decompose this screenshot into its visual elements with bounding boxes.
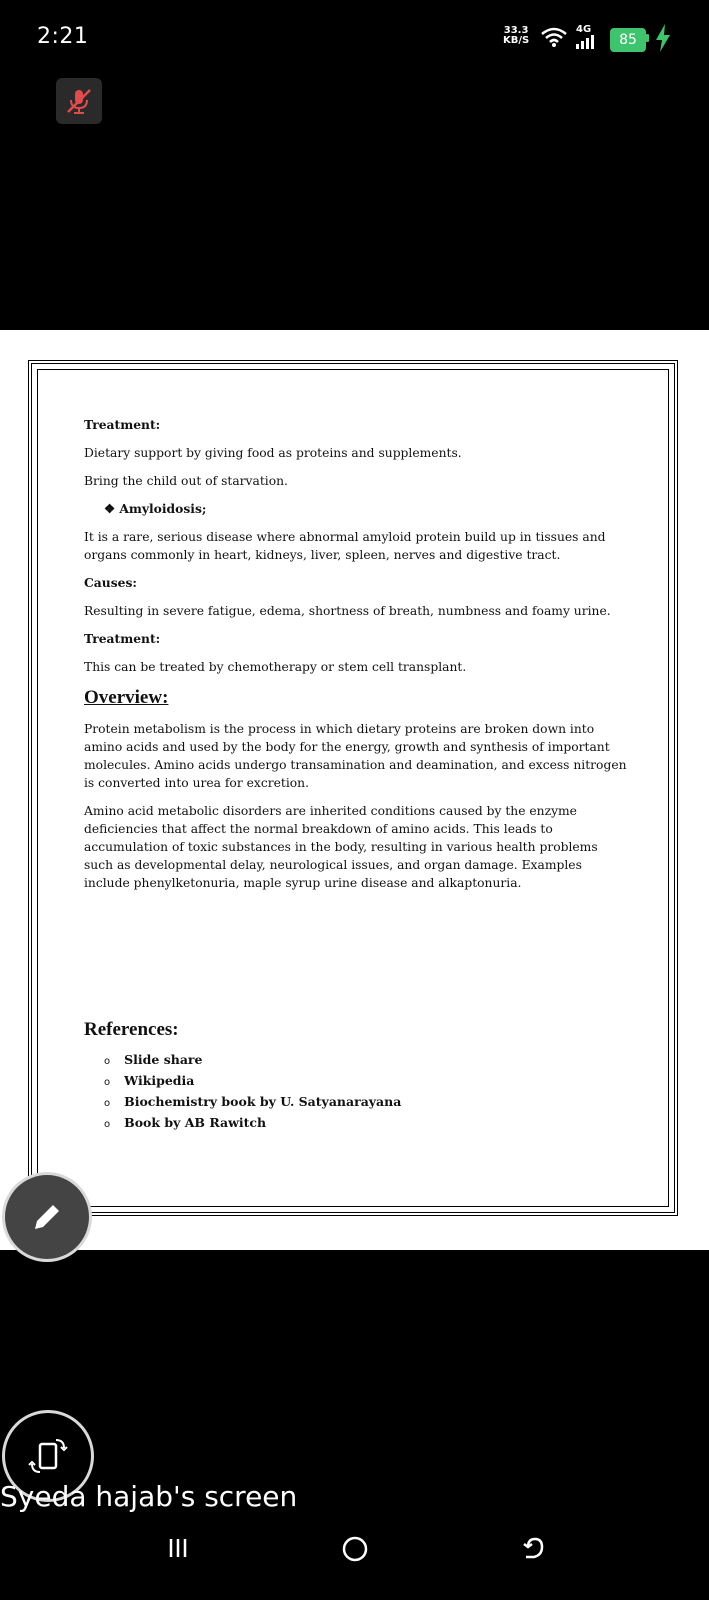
annotate-button[interactable] [2, 1172, 92, 1262]
rotate-icon [26, 1434, 70, 1478]
speed-value: 33.3 [503, 25, 529, 36]
mute-mic-button[interactable] [56, 78, 102, 124]
home-icon[interactable] [341, 1535, 369, 1563]
network-type: 4G [576, 24, 592, 35]
diamond-bullet-icon: ❖ [104, 501, 120, 516]
wifi-icon [540, 26, 568, 48]
reference-item: o Wikipedia [104, 1071, 629, 1092]
overview-heading: Overview: [84, 687, 169, 708]
overview-paragraph: Amino acid metabolic disorders are inherited conditions caused by the enzyme deficiencies that affect the normal breakdown of amino acids. This leads to accumulation of toxic substances in the body, resulting in various health problems such as developmental delay, neurological issues, and organ damage. Examples include phenylketonuria, maple syrup urine disease and alkaptonuria. [84, 804, 598, 890]
back-icon[interactable] [520, 1535, 548, 1563]
recent-apps-icon[interactable] [165, 1535, 191, 1561]
battery-tip [646, 34, 649, 42]
document-content [84, 416, 629, 1134]
reference-item: o Slide share [104, 1050, 629, 1071]
reference-item: o Biochemistry book by U. Satyanarayana [104, 1092, 629, 1113]
mic-off-icon [64, 86, 94, 116]
causes-heading: Causes: [84, 575, 137, 590]
shared-document [0, 330, 709, 1250]
network-speed [503, 26, 529, 46]
signal-icon [576, 35, 598, 49]
amyloidosis-heading [104, 500, 629, 518]
treatment-text: This can be treated by chemotherapy or stem cell transplant. [84, 660, 467, 674]
reference-item: o Book by AB Rawitch [104, 1113, 629, 1134]
treatment-heading: Treatment: [84, 631, 161, 646]
status-time: 2:21 [37, 24, 89, 49]
treatment-heading: Treatment: [84, 417, 161, 432]
amyloidosis-text: It is a rare, serious disease where abnormal amyloid protein build up in tissues and organs commonly in heart, kidneys, liver, spleen, nerves and digestive tract. [84, 530, 606, 562]
battery-indicator: 85 [610, 28, 646, 52]
charging-icon [654, 24, 672, 52]
overview-paragraph: Protein metabolism is the process in which dietary proteins are broken down into amino acids and used by the body for the energy, growth and synthesis of important molecules. Amino acids undergo transamination and deamination, and excess nitrogen is converted into urea for excretion. [84, 722, 627, 790]
references-heading: References: [84, 1019, 179, 1040]
screen-owner-label: Syeda hajab's screen [0, 1480, 298, 1513]
amyloidosis-label: Amyloidosis; [119, 501, 207, 516]
pencil-icon [27, 1197, 67, 1237]
speed-unit: KB/S [503, 35, 530, 46]
treatment-line: Dietary support by giving food as proteins and supplements. [84, 446, 462, 460]
treatment-line: Bring the child out of starvation. [84, 474, 288, 488]
causes-text: Resulting in severe fatigue, edema, shortness of breath, numbness and foamy urine. [84, 604, 611, 618]
references-list [104, 1050, 629, 1134]
